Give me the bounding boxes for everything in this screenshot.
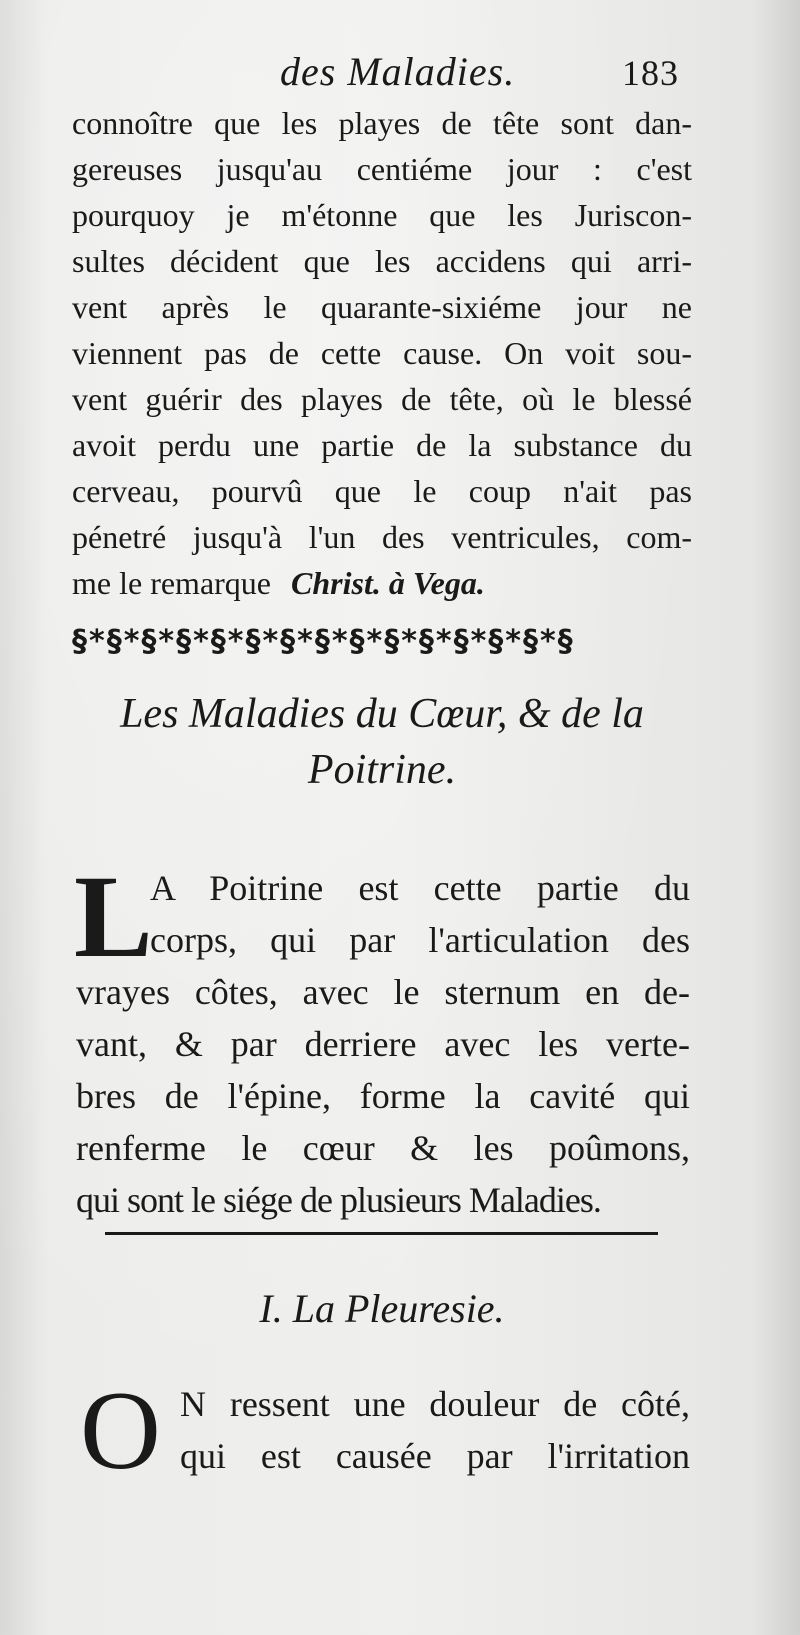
text-line: vent guérir des playes de tête, où le blessé [72,381,692,417]
text-line: qui est causée par l'irritation [180,1436,690,1476]
text-line: qui sont le siége de plusieurs Maladies. [76,1180,601,1220]
page-number: 183 [622,53,679,93]
text-line: vent après le quarante-sixiéme jour ne [72,289,692,325]
text-line: cerveau, pourvû que le coup n'ait pas [72,473,692,509]
text-line: pénetré jusqu'à l'un des ventricules, com- [72,519,692,555]
text-line: sultes décident que les accidens qui arri- [72,243,692,279]
drop-cap: O [80,1369,161,1493]
text-line: N ressent une douleur de côté, [180,1384,690,1424]
text-line: avoit perdu une partie de la substance du [72,427,692,463]
drop-cap: L [74,851,153,982]
text-line: pourquoy je m'étonne que les Juriscon- [72,197,692,233]
subsection-title: I. La Pleuresie. [259,1286,505,1331]
text-line: renferme le cœur & les poûmons, [76,1128,690,1168]
text-line-last [72,560,485,606]
horizontal-rule [105,1232,658,1235]
running-head [0,48,800,98]
text-line: A Poitrine est cette partie du [150,868,690,908]
running-title: des Maladies. [280,49,516,94]
text-line: gereuses jusqu'au centiéme jour : c'est [72,151,692,187]
text-line: vrayes côtes, avec le sternum en de- [76,972,690,1012]
text-fragment: me le remarque [72,565,271,601]
text-line: viennent pas de cette cause. On voit sou- [72,335,692,371]
text-line: corps, qui par l'articulation des [150,920,690,960]
section-title-continued: Poitrine. [307,747,457,793]
text-line: vant, & par derriere avec les verte- [76,1024,690,1064]
text-line: bres de l'épine, forme la cavité qui [76,1076,690,1116]
section-title: Les Maladies du Cœur, & de la [120,691,644,737]
ornament-band: §*§*§*§*§*§*§*§*§*§*§*§*§*§*§ [72,624,575,659]
citation: Christ. à Vega. [291,565,485,601]
text-line: connoître que les playes de tête sont dan- [72,105,692,141]
